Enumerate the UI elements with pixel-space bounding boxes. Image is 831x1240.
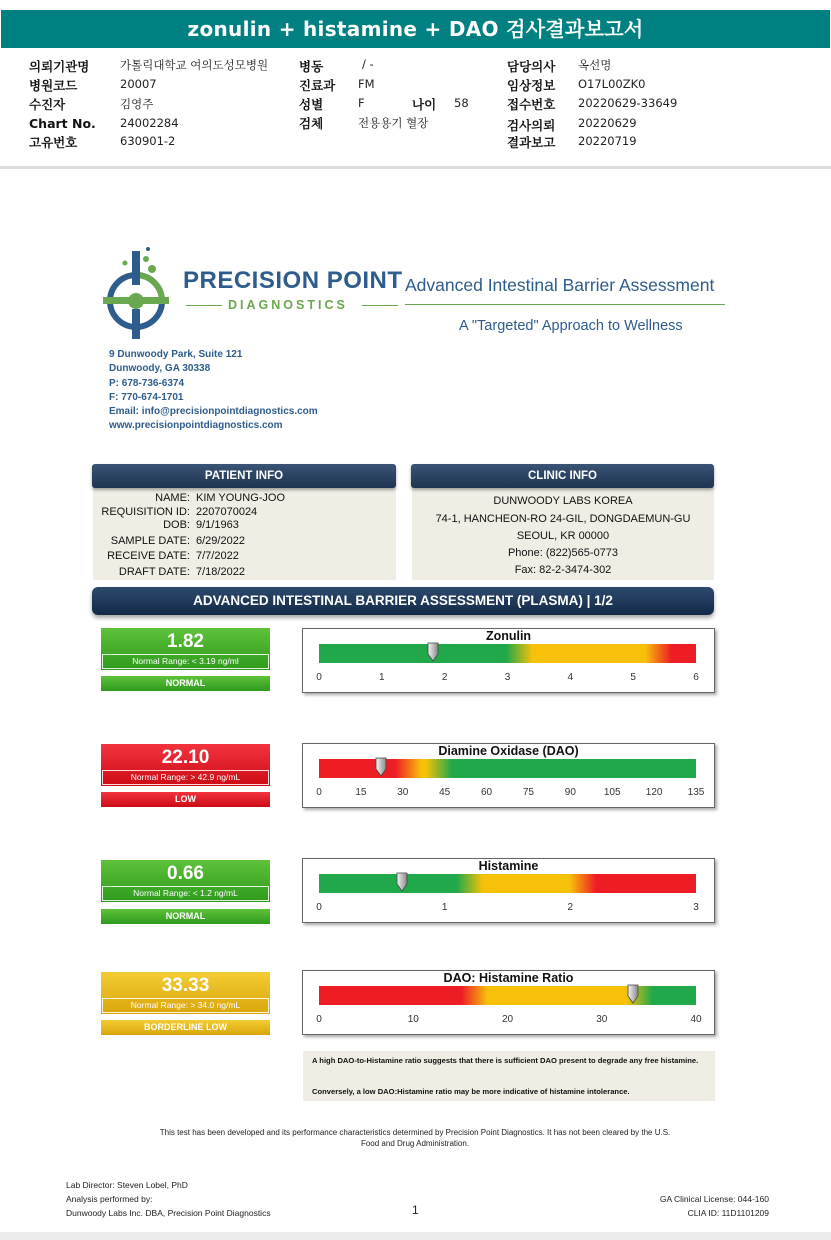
value-hospital-code: 20007 [120,77,157,91]
address-line: 9 Dunwoody Park, Suite 121 [109,349,243,360]
clinic-fax: Fax: 82-2-3474-302 [514,564,612,576]
ratio-result-value: 33.33 [161,975,210,996]
website-link[interactable]: www.precisionpointdiagnostics.com [109,420,283,431]
disclaimer-line: Food and Drug Administration. [360,1139,470,1148]
value-unique-id: 630901-2 [120,134,176,148]
zonulin-normal-range: Normal Range: < 3.19 ng/ml [102,654,269,669]
value-request-date: 20220629 [578,116,637,130]
histamine-result-tile [101,860,270,902]
ratio-zone-yellow [475,986,640,1005]
value-ward: / - [362,57,374,71]
header-divider [0,166,831,169]
label-clinical-info: 임상정보 [507,78,556,93]
zonulin-result-tile [101,628,270,670]
value-specimen: 전용용기 혈장 [358,116,429,130]
label-institution: 의뢰기관명 [29,59,90,74]
ratio-status-badge: BORDERLINE LOW [101,1020,270,1035]
histamine-chart [302,858,715,923]
value-sex: F [358,96,365,110]
dao-tick-label: 60 [480,787,493,798]
label-patient: 수진자 [29,97,66,112]
dao-value-marker-icon [375,757,387,777]
precision-point-logo-icon [100,245,178,340]
ratio-note-high: A high DAO-to-Histamine ratio suggests that there is sufficient DAO present to degrade any free histamine. [312,1056,699,1065]
pi-label-draft-date: DRAFT DATE: [118,566,190,578]
zonulin-chart [302,628,715,693]
value-department: FM [358,77,375,91]
label-physician: 담당의사 [507,59,556,74]
clinic-city: SEOUL, KR 00000 [516,530,610,542]
zonulin-tick-label: 1 [379,672,385,683]
pi-value-receive-date: 7/7/2022 [196,550,239,562]
phone-line: P: 678-736-6374 [109,378,185,389]
pi-value-name: KIM YOUNG-JOO [196,492,286,504]
disclaimer-line: This test has been developed and its performance characteristics determined by Precision Point Diagnostics. It has not been cleared by the U.S. [159,1128,671,1137]
clinic-phone: Phone: (822)565-0773 [507,547,619,559]
ratio-tick-label: 30 [596,1014,608,1025]
label-age: 나이 [412,97,437,112]
histamine-zone-red [583,874,696,893]
address-line: Dunwoody, GA 30338 [109,363,211,374]
value-receipt-no: 20220629-33649 [578,96,678,110]
histamine-tick-label: 3 [693,902,699,913]
dao-tick-label: 0 [316,787,322,798]
histamine-value-marker-icon [396,872,408,892]
dao-zone-yellow [408,759,438,778]
clinical-license: GA Clinical License: 044-160 [659,1194,769,1204]
clia-id: CLIA ID: 11D1101209 [687,1208,769,1218]
pi-label-receive-date: RECEIVE DATE: [107,550,190,562]
brand-tagline: A "Targeted" Approach to Wellness [459,318,683,334]
brand-rule [405,304,725,305]
value-clinical-info: O17L00ZK0 [578,77,646,91]
histamine-tick-label: 2 [567,902,574,913]
histamine-chart-title: Histamine [478,859,539,873]
pi-value-requisition: 2207070024 [196,506,258,518]
clinic-name: DUNWOODY LABS KOREA [493,495,633,507]
dao-tick-label: 105 [603,787,621,798]
zonulin-status-badge: NORMAL [101,676,270,691]
zonulin-zone-red [658,644,696,663]
histamine-tick-label: 1 [441,902,448,913]
histamine-zone-yellow [470,874,583,893]
ratio-zone-green [639,986,696,1005]
zonulin-tick-label: 3 [504,672,511,683]
value-institution: 가톨릭대학교 여의도성모병원 [120,58,269,72]
histamine-result-value: 0.66 [167,863,204,884]
dao-result-tile [101,744,270,786]
dao-tick-label: 120 [645,787,663,798]
zonulin-result-value: 1.82 [167,631,204,652]
pi-value-sample-date: 6/29/2022 [196,535,245,547]
label-hospital-code: 병원코드 [29,78,78,93]
histamine-zone-green [319,874,470,893]
dao-tick-label: 135 [687,787,705,798]
dao-tick-label: 75 [522,787,534,798]
ratio-tick-label: 0 [316,1014,322,1025]
report-title: zonulin + histamine + DAO 검사결과보고서 [1,10,830,48]
patient-info-heading: PATIENT INFO [92,464,396,488]
brand-subtitle: DIAGNOSTICS [228,298,348,312]
dao-chart-title: Diamine Oxidase (DAO) [438,744,579,758]
fax-line: F: 770-674-1701 [109,392,184,403]
label-ward: 병동 [299,59,324,74]
dao-zone-green [439,759,696,778]
brand-sub-rule-right [362,305,398,306]
email-link[interactable]: Email: info@precisionpointdiagnostics.com [109,406,318,417]
zonulin-chart-title: Zonulin [485,629,532,643]
zonulin-tick-label: 5 [630,672,636,683]
dao-zone-red [319,759,408,778]
dao-tick-label: 45 [439,787,451,798]
analysis-label: Analysis performed by: [66,1194,153,1204]
label-unique-id: 고유번호 [29,135,78,150]
label-specimen: 검체 [299,116,324,131]
value-report-date: 20220719 [578,134,637,148]
ratio-tick-label: 10 [407,1014,419,1025]
ratio-chart-title: DAO: Histamine Ratio [443,971,574,985]
clinic-info-heading: CLINIC INFO [411,464,714,488]
ratio-tick-label: 20 [501,1014,514,1025]
page-number: 1 [412,1203,419,1217]
lab-director: Lab Director: Steven Lobel, PhD [66,1180,188,1190]
pi-value-draft-date: 7/18/2022 [196,566,245,578]
performing-lab: Dunwoody Labs Inc. DBA, Precision Point Diagnostics [66,1208,271,1218]
label-request-date: 검사의뢰 [507,118,556,133]
label-sex: 성별 [299,97,324,112]
brand-name: PRECISION POINT [183,267,403,294]
dao-chart [302,743,715,808]
zonulin-tick-label: 6 [693,672,699,683]
value-chart-no: 24002284 [120,116,179,130]
zonulin-value-marker-icon [427,642,439,662]
ratio-tick-label: 40 [690,1014,702,1025]
zonulin-zone-green [319,644,519,663]
pi-label-name: NAME: [155,492,190,504]
dao-tick-label: 30 [397,787,409,798]
label-receipt-no: 접수번호 [507,97,556,112]
zonulin-tick-label: 4 [567,672,574,683]
dao-tick-label: 90 [564,787,576,798]
pi-label-dob: DOB: [163,519,190,531]
label-report-date: 결과보고 [507,135,556,150]
ratio-zone-red [319,986,475,1005]
ratio-normal-range: Normal Range: > 34.0 ng/mL [102,998,269,1013]
histamine-status-badge: NORMAL [101,909,270,924]
ratio-result-tile [101,972,270,1014]
label-department: 진료과 [299,78,336,93]
dao-normal-range: Normal Range: > 42.9 ng/mL [102,770,269,785]
ratio-note-low: Conversely, a low DAO:Histamine ratio may be more indicative of histamine intolerance. [312,1087,630,1096]
dao-tick-label: 15 [355,787,367,798]
pi-label-sample-date: SAMPLE DATE: [110,535,190,547]
value-physician: 옥선명 [578,58,612,72]
section-title: ADVANCED INTESTINAL BARRIER ASSESSMENT (PLASMA) | 1/2 [92,587,714,615]
ratio-value-marker-icon [627,984,639,1004]
ratio-chart [302,970,715,1035]
zonulin-zone-yellow [519,644,658,663]
dao-result-value: 22.10 [161,747,210,768]
label-chart-no: Chart No. [29,116,96,131]
zonulin-tick-label: 0 [316,672,322,683]
brand-sub-rule-left [186,305,222,306]
histamine-tick-label: 0 [316,902,322,913]
pi-label-requisition: REQUISITION ID: [101,506,190,518]
value-patient: 김영주 [120,97,154,111]
pi-value-dob: 9/1/1963 [196,519,239,531]
histamine-normal-range: Normal Range: < 1.2 ng/mL [102,886,269,901]
zonulin-tick-label: 2 [441,672,448,683]
clinic-address: 74-1, HANCHEON-RO 24-GIL, DONGDAEMUN-GU [435,513,691,525]
value-age: 58 [454,96,469,110]
report-name: Advanced Intestinal Barrier Assessment [405,275,715,295]
dao-status-badge: LOW [101,792,270,807]
